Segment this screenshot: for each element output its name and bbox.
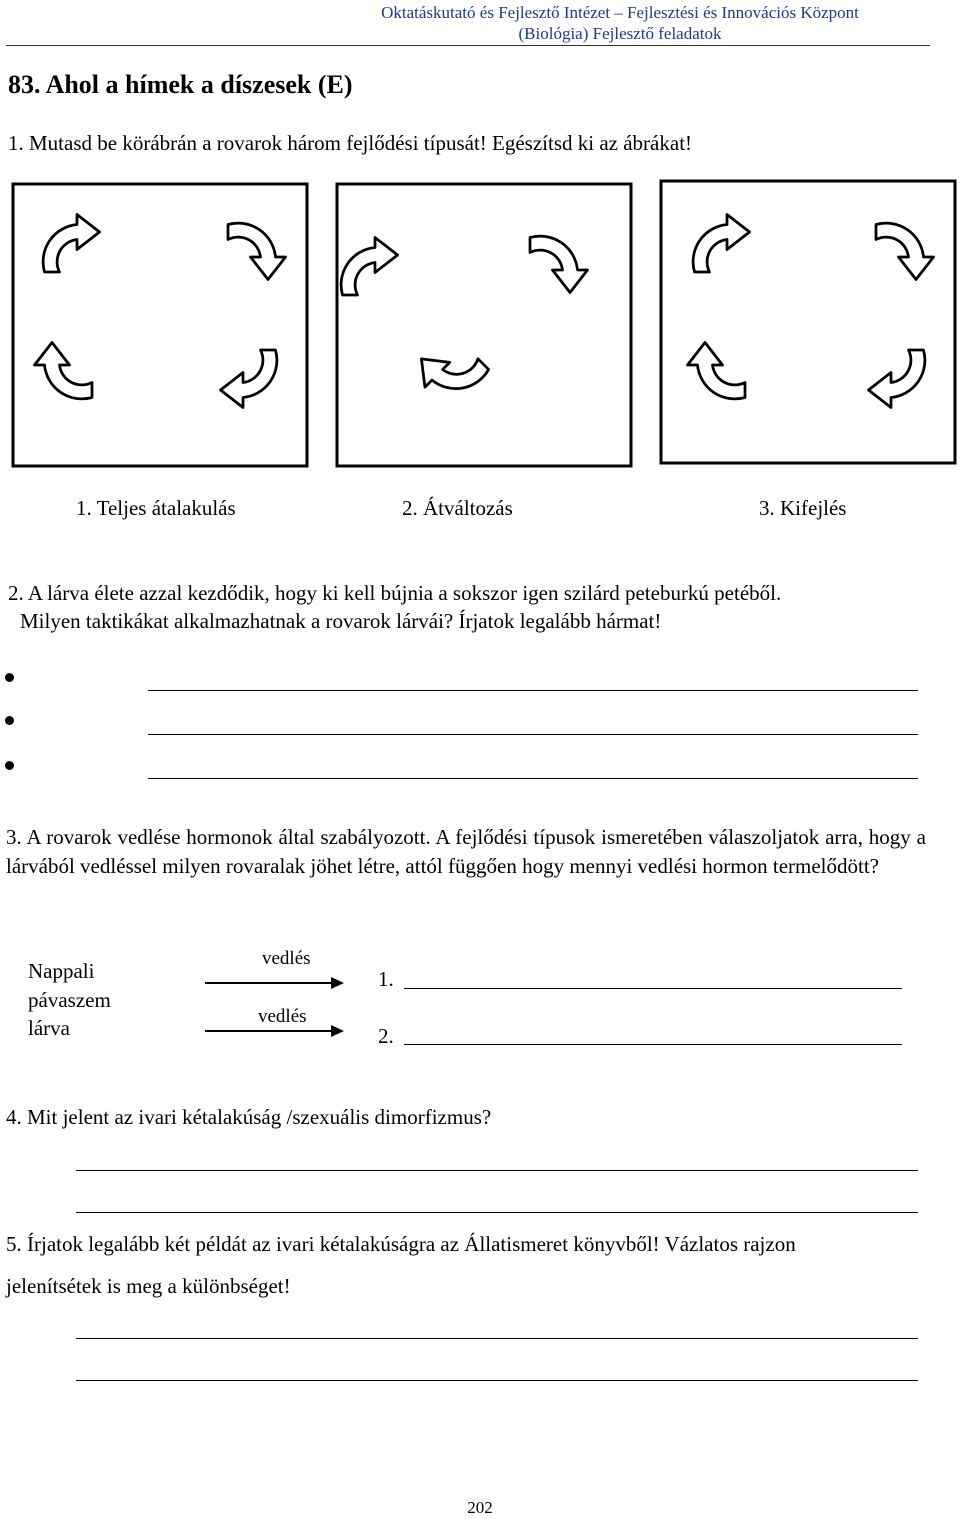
answer-line[interactable] xyxy=(76,1380,918,1381)
answer-line[interactable] xyxy=(76,1338,918,1339)
subject-line: lárva xyxy=(28,1016,70,1040)
answer-label-1: 1. xyxy=(378,967,394,991)
diagram-box-3[interactable] xyxy=(661,181,955,463)
bullet xyxy=(5,761,14,770)
task4-text: 4. Mit jelent az ivari kétalakúság /szexuális dimorfizmus? xyxy=(6,1105,492,1129)
diagram-label-3: 3. Kifejlés xyxy=(759,496,847,520)
header-subtitle: (Biológia) Fejlesztő feladatok xyxy=(518,24,722,43)
task2-line2: Milyen taktikákat alkalmazhatnak a rovarok lárvái? Írjatok legalább hármat! xyxy=(20,609,662,633)
answer-line[interactable] xyxy=(404,988,902,989)
task2-line1: 2. A lárva élete azzal kezdődik, hogy ki kell bújnia a sokszor igen szilárd peteburkú petéből. xyxy=(8,581,782,605)
bullet xyxy=(5,716,14,725)
header-institute: Oktatáskutató és Fejlesztő Intézet – Fejlesztési és Innovációs Központ xyxy=(381,3,859,22)
answer-line[interactable] xyxy=(76,1170,918,1171)
bullet xyxy=(5,673,14,682)
page-title: 83. Ahol a hímek a díszesek (E) xyxy=(8,70,353,99)
task1-text: 1. Mutasd be körábrán a rovarok három fejlődési típusát! Egészítsd ki az ábrákat! xyxy=(8,131,693,155)
task5-line2: jelenítsétek is meg a különbséget! xyxy=(6,1274,291,1298)
answer-line[interactable] xyxy=(76,1212,918,1213)
answer-label-2: 2. xyxy=(378,1024,394,1048)
subject-line: pávaszem xyxy=(28,987,111,1012)
diagram-label-1: 1. Teljes átalakulás xyxy=(76,496,236,520)
subject-line: Nappali xyxy=(28,959,95,983)
arrow-right-icon xyxy=(205,977,344,989)
task3-subject xyxy=(28,957,111,1043)
answer-line[interactable] xyxy=(148,778,918,779)
task5-line1: 5. Írjatok legalább két példát az ivari kétalakúságra az Állatismeret könyvből! Vázlatos rajzon xyxy=(6,1232,796,1256)
diagram-box-2[interactable] xyxy=(337,184,631,466)
arrow-label-bottom: vedlés xyxy=(258,1006,307,1027)
page-number: 202 xyxy=(467,1498,493,1517)
diagram-box-1[interactable] xyxy=(13,184,307,466)
arrow-right-icon xyxy=(205,1025,344,1037)
answer-line[interactable] xyxy=(148,734,918,735)
task3-text: 3. A rovarok vedlése hormonok által szabályozott. A fejlődési típusok ismeretében válaszoljatok arra, hogy a lárvából vedléssel milyen rovaralak jöhet létre, attól függően hogy mennyi vedlési hormon termelődött? xyxy=(6,825,926,878)
arrow-label-top: vedlés xyxy=(262,948,311,969)
development-cycle-diagrams xyxy=(0,0,960,480)
answer-line[interactable] xyxy=(404,1044,902,1045)
molting-arrows xyxy=(200,970,350,1040)
diagram-label-2: 2. Átváltozás xyxy=(402,496,513,520)
answer-line[interactable] xyxy=(148,690,918,691)
